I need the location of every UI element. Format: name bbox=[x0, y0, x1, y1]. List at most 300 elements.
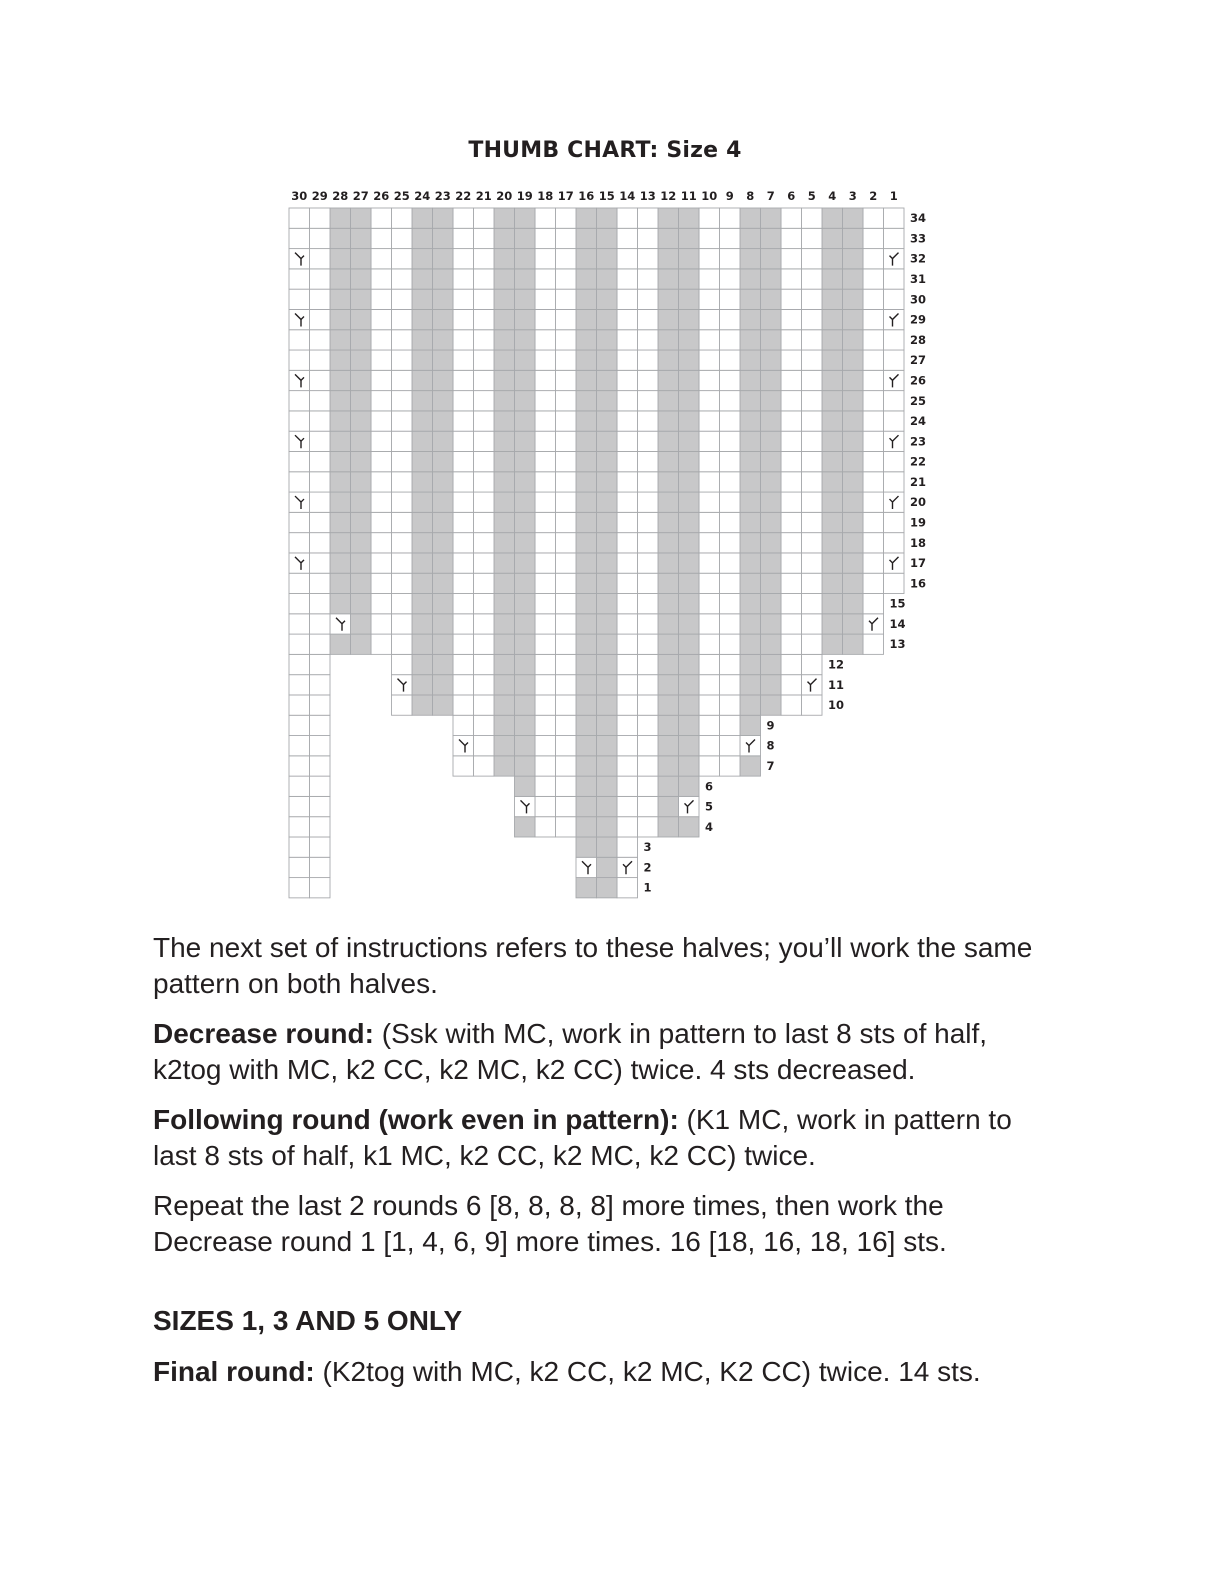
chart-cell bbox=[535, 553, 556, 573]
chart-cell bbox=[576, 614, 597, 634]
row-number: 20 bbox=[910, 495, 927, 510]
chart-cell bbox=[310, 533, 331, 553]
chart-cell bbox=[699, 533, 720, 553]
chart-cell bbox=[556, 492, 577, 512]
chart-cell bbox=[371, 451, 392, 471]
chart-cell bbox=[679, 451, 700, 471]
chart-cell bbox=[658, 756, 679, 776]
chart-cell bbox=[453, 350, 474, 370]
chart-cell bbox=[863, 411, 884, 431]
chart-cell bbox=[556, 553, 577, 573]
chart-cell bbox=[617, 857, 638, 877]
chart-cell bbox=[433, 533, 454, 553]
chart-cell bbox=[658, 289, 679, 309]
chart-cell bbox=[392, 208, 413, 228]
chart-cell bbox=[576, 533, 597, 553]
chart-cell bbox=[884, 451, 905, 471]
chart-cell bbox=[535, 330, 556, 350]
chart-cell bbox=[761, 512, 782, 532]
chart-cell bbox=[453, 228, 474, 248]
chart-cell bbox=[515, 208, 536, 228]
column-number: 13 bbox=[639, 189, 656, 203]
chart-cell bbox=[310, 228, 331, 248]
chart-cell bbox=[330, 330, 351, 350]
chart-cell bbox=[433, 594, 454, 614]
chart-cell bbox=[761, 391, 782, 411]
chart-cell bbox=[392, 350, 413, 370]
chart-cell bbox=[371, 249, 392, 269]
chart-cell bbox=[494, 756, 515, 776]
chart-cell bbox=[453, 512, 474, 532]
chart-cell bbox=[617, 411, 638, 431]
chart-cell bbox=[535, 451, 556, 471]
chart-cell bbox=[289, 249, 310, 269]
chart-cell bbox=[884, 249, 905, 269]
chart-cell bbox=[412, 309, 433, 329]
chart-cell bbox=[617, 330, 638, 350]
chart-cell bbox=[412, 289, 433, 309]
chart-cell bbox=[494, 512, 515, 532]
chart-cell bbox=[330, 492, 351, 512]
chart-cell bbox=[802, 269, 823, 289]
chart-cell bbox=[310, 796, 331, 816]
chart-cell bbox=[863, 553, 884, 573]
chart-cell bbox=[515, 269, 536, 289]
chart-cell bbox=[474, 634, 495, 654]
chart-cell bbox=[310, 249, 331, 269]
chart-cell bbox=[535, 756, 556, 776]
chart-cell bbox=[781, 208, 802, 228]
chart-cell bbox=[679, 796, 700, 816]
chart-cell bbox=[740, 715, 761, 735]
chart-cell bbox=[576, 431, 597, 451]
column-number: 30 bbox=[291, 189, 308, 203]
chart-cell bbox=[556, 594, 577, 614]
chart-cell bbox=[761, 269, 782, 289]
chart-cell bbox=[392, 553, 413, 573]
chart-cell bbox=[597, 269, 618, 289]
chart-cell bbox=[658, 472, 679, 492]
chart-cell bbox=[535, 492, 556, 512]
chart-cell bbox=[412, 553, 433, 573]
chart-cell bbox=[289, 228, 310, 248]
chart-cell bbox=[330, 391, 351, 411]
chart-cell bbox=[494, 675, 515, 695]
chart-cell bbox=[453, 715, 474, 735]
chart-cell bbox=[720, 330, 741, 350]
chart-cell bbox=[638, 634, 659, 654]
chart-cell bbox=[433, 431, 454, 451]
chart-cell bbox=[761, 573, 782, 593]
chart-cell bbox=[740, 553, 761, 573]
row-number: 5 bbox=[705, 799, 714, 814]
chart-cell bbox=[576, 573, 597, 593]
chart-cell bbox=[494, 350, 515, 370]
chart-cell bbox=[761, 553, 782, 573]
column-number: 24 bbox=[414, 189, 431, 203]
chart-cell bbox=[617, 878, 638, 898]
chart-cell bbox=[720, 228, 741, 248]
chart-cell bbox=[371, 431, 392, 451]
chart-cell bbox=[474, 614, 495, 634]
chart-cell bbox=[781, 451, 802, 471]
decrease-round bbox=[153, 1016, 1053, 1088]
chart-cell bbox=[576, 837, 597, 857]
chart-cell bbox=[351, 208, 372, 228]
chart-cell bbox=[535, 533, 556, 553]
chart-cell bbox=[494, 431, 515, 451]
chart-cell bbox=[494, 472, 515, 492]
chart-cell bbox=[330, 634, 351, 654]
chart-cell bbox=[289, 472, 310, 492]
chart-cell bbox=[720, 208, 741, 228]
chart-cell bbox=[843, 228, 864, 248]
chart-cell bbox=[863, 451, 884, 471]
chart-cell bbox=[658, 675, 679, 695]
chart-cell bbox=[699, 756, 720, 776]
chart-cell bbox=[392, 472, 413, 492]
chart-cell bbox=[802, 431, 823, 451]
chart-cell bbox=[843, 451, 864, 471]
chart-cell bbox=[474, 594, 495, 614]
chart-cell bbox=[474, 269, 495, 289]
chart-cell bbox=[494, 594, 515, 614]
chart-cell bbox=[535, 350, 556, 370]
chart-cell bbox=[330, 472, 351, 492]
column-number: 21 bbox=[475, 189, 492, 203]
chart-cell bbox=[658, 736, 679, 756]
chart-cell bbox=[843, 512, 864, 532]
chart-cell bbox=[802, 411, 823, 431]
chart-cell bbox=[843, 594, 864, 614]
chart-cell bbox=[617, 817, 638, 837]
chart-cell bbox=[720, 553, 741, 573]
final-round-body: (K2tog with MC, k2 CC, k2 MC, K2 CC) twice. 14 sts. bbox=[314, 1356, 981, 1387]
chart-cell bbox=[535, 594, 556, 614]
chart-cell bbox=[330, 228, 351, 248]
row-number: 17 bbox=[910, 556, 927, 571]
chart-cell bbox=[289, 370, 310, 390]
chart-cell bbox=[535, 411, 556, 431]
chart-cell bbox=[515, 553, 536, 573]
chart-cell bbox=[720, 736, 741, 756]
chart-cell bbox=[781, 431, 802, 451]
chart-cell bbox=[720, 309, 741, 329]
chart-cell bbox=[535, 512, 556, 532]
chart-cell bbox=[802, 228, 823, 248]
chart-cell bbox=[843, 634, 864, 654]
chart-cell bbox=[638, 411, 659, 431]
chart-cell bbox=[884, 350, 905, 370]
chart-cell bbox=[330, 249, 351, 269]
chart-cell bbox=[740, 512, 761, 532]
chart-cell bbox=[556, 512, 577, 532]
row-number: 19 bbox=[910, 515, 927, 530]
chart-cell bbox=[453, 370, 474, 390]
chart-cell bbox=[330, 208, 351, 228]
chart-cell bbox=[576, 776, 597, 796]
chart-cell bbox=[453, 614, 474, 634]
chart-cell bbox=[720, 269, 741, 289]
column-number: 3 bbox=[848, 189, 857, 203]
chart-cell bbox=[781, 654, 802, 674]
chart-cell bbox=[617, 289, 638, 309]
chart-cell bbox=[761, 411, 782, 431]
chart-cell bbox=[515, 411, 536, 431]
chart-cell bbox=[576, 228, 597, 248]
chart-cell bbox=[617, 756, 638, 776]
chart-cell bbox=[453, 533, 474, 553]
chart-cell bbox=[535, 776, 556, 796]
chart-cell bbox=[515, 289, 536, 309]
chart-cell bbox=[474, 654, 495, 674]
chart-cell bbox=[843, 249, 864, 269]
chart-cell bbox=[679, 573, 700, 593]
chart-cell bbox=[289, 634, 310, 654]
chart-cell bbox=[863, 472, 884, 492]
chart-cell bbox=[576, 695, 597, 715]
chart-cell bbox=[638, 451, 659, 471]
chart-cell bbox=[638, 573, 659, 593]
chart-cell bbox=[535, 208, 556, 228]
chart-cell bbox=[453, 391, 474, 411]
chart-cell bbox=[781, 573, 802, 593]
chart-cell bbox=[494, 553, 515, 573]
chart-cell bbox=[330, 512, 351, 532]
chart-cell bbox=[884, 370, 905, 390]
chart-cell bbox=[740, 492, 761, 512]
chart-cell bbox=[310, 857, 331, 877]
chart-cell bbox=[371, 573, 392, 593]
chart-cell bbox=[515, 594, 536, 614]
column-number: 16 bbox=[578, 189, 595, 203]
chart-cell bbox=[679, 634, 700, 654]
chart-cell bbox=[494, 208, 515, 228]
row-number: 4 bbox=[705, 819, 714, 834]
chart-cell bbox=[822, 472, 843, 492]
chart-cell bbox=[884, 573, 905, 593]
chart-cell bbox=[658, 492, 679, 512]
chart-cell bbox=[699, 594, 720, 614]
chart-cell bbox=[658, 411, 679, 431]
chart-cell bbox=[371, 594, 392, 614]
chart-cell bbox=[412, 634, 433, 654]
chart-cell bbox=[761, 654, 782, 674]
chart-cell bbox=[597, 715, 618, 735]
chart-cell bbox=[310, 817, 331, 837]
chart-cell bbox=[617, 249, 638, 269]
chart-cell bbox=[617, 715, 638, 735]
chart-cell bbox=[781, 289, 802, 309]
chart-cell bbox=[556, 228, 577, 248]
chart-cell bbox=[289, 817, 310, 837]
chart-cell bbox=[802, 350, 823, 370]
chart-cell bbox=[781, 553, 802, 573]
column-number: 17 bbox=[557, 189, 574, 203]
chart-cell bbox=[863, 289, 884, 309]
chart-cell bbox=[658, 370, 679, 390]
chart-cell bbox=[576, 553, 597, 573]
chart-cell bbox=[699, 492, 720, 512]
chart-cell bbox=[556, 431, 577, 451]
chart-cell bbox=[535, 472, 556, 492]
chart-cell bbox=[310, 269, 331, 289]
chart-cell bbox=[720, 411, 741, 431]
row-number: 2 bbox=[643, 860, 652, 875]
chart-cell bbox=[330, 614, 351, 634]
chart-cell bbox=[597, 492, 618, 512]
chart-cell bbox=[720, 594, 741, 614]
chart-cell bbox=[843, 350, 864, 370]
chart-cell bbox=[761, 309, 782, 329]
chart-cell bbox=[556, 451, 577, 471]
chart-cell bbox=[597, 330, 618, 350]
chart-cell bbox=[330, 553, 351, 573]
row-number: 32 bbox=[910, 251, 927, 266]
chart-cell bbox=[617, 695, 638, 715]
chart-cell bbox=[802, 634, 823, 654]
chart-cell bbox=[330, 533, 351, 553]
chart-cell bbox=[289, 451, 310, 471]
chart-cell bbox=[494, 533, 515, 553]
chart-cell bbox=[453, 208, 474, 228]
chart-cell bbox=[863, 573, 884, 593]
chart-cell bbox=[494, 228, 515, 248]
chart-cell bbox=[392, 309, 413, 329]
chart-cell bbox=[576, 878, 597, 898]
chart-cell bbox=[597, 695, 618, 715]
chart-cell bbox=[371, 492, 392, 512]
chart-cell bbox=[310, 695, 331, 715]
chart-cell bbox=[310, 736, 331, 756]
chart-cell bbox=[761, 533, 782, 553]
chart-cell bbox=[597, 391, 618, 411]
chart-cell bbox=[576, 736, 597, 756]
chart-cell bbox=[679, 472, 700, 492]
chart-cell bbox=[515, 370, 536, 390]
chart-cell bbox=[474, 553, 495, 573]
chart-cell bbox=[515, 817, 536, 837]
chart-cell bbox=[638, 736, 659, 756]
chart-cell bbox=[453, 695, 474, 715]
following-round bbox=[153, 1102, 1053, 1174]
chart-cell bbox=[351, 451, 372, 471]
chart-cell bbox=[494, 715, 515, 735]
chart-cell bbox=[351, 533, 372, 553]
chart-cell bbox=[740, 269, 761, 289]
chart-cell bbox=[351, 594, 372, 614]
chart-cell bbox=[412, 675, 433, 695]
chart-cell bbox=[392, 431, 413, 451]
chart-cell bbox=[412, 695, 433, 715]
chart-cell bbox=[310, 289, 331, 309]
chart-cell bbox=[515, 492, 536, 512]
chart-cell bbox=[617, 533, 638, 553]
chart-cell bbox=[412, 614, 433, 634]
chart-cell bbox=[761, 370, 782, 390]
chart-cell bbox=[617, 675, 638, 695]
row-number: 1 bbox=[643, 880, 652, 895]
chart-cell bbox=[679, 208, 700, 228]
column-number: 10 bbox=[701, 189, 718, 203]
column-number: 22 bbox=[455, 189, 472, 203]
chart-cell bbox=[802, 391, 823, 411]
chart-cell bbox=[781, 309, 802, 329]
chart-cell bbox=[515, 736, 536, 756]
column-number: 12 bbox=[660, 189, 677, 203]
chart-cell bbox=[576, 715, 597, 735]
chart-cell bbox=[699, 736, 720, 756]
chart-cell bbox=[863, 228, 884, 248]
chart-cell bbox=[433, 370, 454, 390]
chart-cell bbox=[781, 228, 802, 248]
chart-cell bbox=[330, 370, 351, 390]
chart-cell bbox=[371, 553, 392, 573]
chart-cell bbox=[863, 391, 884, 411]
chart-cell bbox=[433, 695, 454, 715]
row-number: 33 bbox=[910, 231, 927, 246]
chart-cell bbox=[351, 228, 372, 248]
chart-cell bbox=[781, 492, 802, 512]
chart-cell bbox=[556, 634, 577, 654]
chart-cell bbox=[371, 634, 392, 654]
chart-cell bbox=[822, 492, 843, 512]
chart-cell bbox=[453, 309, 474, 329]
chart-cell bbox=[720, 350, 741, 370]
chart-cell bbox=[781, 695, 802, 715]
chart-cell bbox=[576, 472, 597, 492]
chart-cell bbox=[617, 796, 638, 816]
chart-cell bbox=[433, 350, 454, 370]
chart-cell bbox=[781, 634, 802, 654]
chart-cell bbox=[863, 614, 884, 634]
chart-cell bbox=[289, 391, 310, 411]
chart-cell bbox=[679, 249, 700, 269]
chart-cell bbox=[843, 472, 864, 492]
column-number: 2 bbox=[869, 189, 878, 203]
chart-cell bbox=[392, 451, 413, 471]
chart-cell bbox=[412, 330, 433, 350]
chart-cell bbox=[617, 472, 638, 492]
chart-cell bbox=[433, 492, 454, 512]
chart-cell bbox=[638, 472, 659, 492]
chart-cell bbox=[597, 553, 618, 573]
chart-cell bbox=[576, 350, 597, 370]
chart-cell bbox=[351, 289, 372, 309]
chart-cell bbox=[679, 614, 700, 634]
chart-cell bbox=[289, 431, 310, 451]
chart-cell bbox=[843, 289, 864, 309]
chart-cell bbox=[474, 228, 495, 248]
chart-cell bbox=[822, 228, 843, 248]
chart-cell bbox=[679, 431, 700, 451]
chart-cell bbox=[822, 391, 843, 411]
chart-cell bbox=[515, 776, 536, 796]
chart-cell bbox=[330, 309, 351, 329]
chart-cell bbox=[740, 350, 761, 370]
chart-cell bbox=[843, 330, 864, 350]
chart-cell bbox=[740, 614, 761, 634]
chart-cell bbox=[289, 573, 310, 593]
chart-cell bbox=[576, 654, 597, 674]
chart-cell bbox=[658, 553, 679, 573]
chart-cell bbox=[863, 208, 884, 228]
chart-cell bbox=[843, 431, 864, 451]
chart-cell bbox=[412, 492, 433, 512]
chart-cell bbox=[679, 695, 700, 715]
chart-cell bbox=[289, 654, 310, 674]
chart-cell bbox=[597, 370, 618, 390]
